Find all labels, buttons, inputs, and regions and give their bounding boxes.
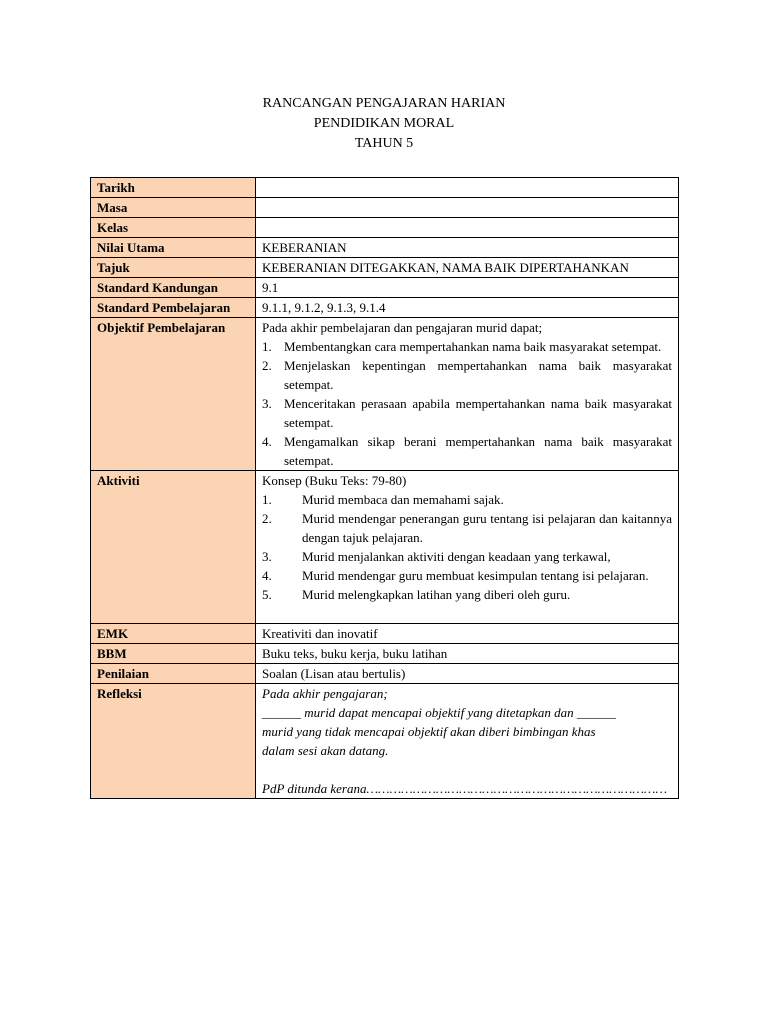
- value-emk: Kreativiti dan inovatif: [256, 624, 679, 644]
- label-refleksi: Refleksi: [91, 684, 256, 799]
- item-number: 2.: [262, 511, 272, 526]
- document-header: [0, 94, 768, 154]
- value-standard-pembelajaran: 9.1.1, 9.1.2, 9.1.3, 9.1.4: [256, 298, 679, 318]
- item-text: Murid mendengar guru membuat kesimpulan tentang isi pelajaran.: [302, 568, 649, 583]
- objektif-list: [262, 337, 672, 470]
- item-text: Menceritakan perasaan apabila mempertahankan nama baik masyarakat setempat.: [284, 396, 672, 430]
- label-tarikh: Tarikh: [91, 178, 256, 198]
- row-penilaian: [91, 664, 679, 684]
- label-kelas: Kelas: [91, 218, 256, 238]
- row-standard-pembelajaran: [91, 298, 679, 318]
- value-objektif: [256, 318, 679, 471]
- list-item: [262, 547, 672, 566]
- label-tajuk: Tajuk: [91, 258, 256, 278]
- value-nilai-utama: KEBERANIAN: [256, 238, 679, 258]
- value-penilaian: Soalan (Lisan atau bertulis): [256, 664, 679, 684]
- refleksi-line: PdP ditunda kerana……………………………………………………………………: [262, 781, 668, 796]
- document-subject: PENDIDIKAN MORAL: [313, 116, 455, 131]
- row-aktiviti: [91, 471, 679, 624]
- label-masa: Masa: [91, 198, 256, 218]
- item-text: Murid membaca dan memahami sajak.: [302, 492, 504, 507]
- value-kelas: [256, 218, 679, 238]
- row-objektif: [91, 318, 679, 471]
- row-emk: [91, 624, 679, 644]
- row-tajuk: [91, 258, 679, 278]
- lesson-plan-table: [90, 177, 679, 799]
- value-aktiviti: [256, 471, 679, 624]
- item-text: Mengamalkan sikap berani mempertahankan nama baik masyarakat setempat.: [284, 434, 672, 468]
- value-masa: [256, 198, 679, 218]
- item-number: 5.: [262, 587, 272, 602]
- list-item: [262, 490, 672, 509]
- label-aktiviti: Aktiviti: [91, 471, 256, 624]
- row-kelas: [91, 218, 679, 238]
- item-text: Menjelaskan kepentingan mempertahankan nama baik masyarakat setempat.: [284, 358, 672, 392]
- row-nilai-utama: [91, 238, 679, 258]
- value-bbm: Buku teks, buku kerja, buku latihan: [256, 644, 679, 664]
- row-standard-kandungan: [91, 278, 679, 298]
- item-number: 3.: [262, 396, 272, 411]
- document-year: TAHUN 5: [354, 136, 414, 151]
- item-text: Membentangkan cara mempertahankan nama baik masyarakat setempat.: [284, 339, 662, 354]
- item-text: Murid menjalankan aktiviti dengan keadaan yang terkawal,: [302, 549, 611, 564]
- refleksi-line: Pada akhir pengajaran;: [262, 686, 388, 701]
- refleksi-line: ______ murid dapat mencapai objektif yang ditetapkan dan ______: [262, 705, 616, 720]
- label-standard-pembelajaran: Standard Pembelajaran: [91, 298, 256, 318]
- value-standard-kandungan: 9.1: [256, 278, 679, 298]
- item-number: 4.: [262, 434, 272, 449]
- row-refleksi: [91, 684, 679, 799]
- refleksi-line: murid yang tidak mencapai objektif akan diberi bimbingan khas: [262, 724, 596, 739]
- row-masa: [91, 198, 679, 218]
- item-text: Murid melengkapkan latihan yang diberi oleh guru.: [302, 587, 571, 602]
- item-number: 4.: [262, 568, 272, 583]
- list-item: [262, 432, 672, 470]
- value-tarikh: [256, 178, 679, 198]
- item-number: 2.: [262, 358, 272, 373]
- item-number: 1.: [262, 492, 272, 507]
- refleksi-line: dalam sesi akan datang.: [262, 743, 389, 758]
- refleksi-spacer: [262, 760, 672, 779]
- label-nilai-utama: Nilai Utama: [91, 238, 256, 258]
- row-bbm: [91, 644, 679, 664]
- label-emk: EMK: [91, 624, 256, 644]
- label-bbm: BBM: [91, 644, 256, 664]
- value-tajuk: KEBERANIAN DITEGAKKAN, NAMA BAIK DIPERTAHANKAN: [256, 258, 679, 278]
- aktiviti-spacer: [262, 604, 672, 623]
- aktiviti-intro: Konsep (Buku Teks: 79-80): [262, 473, 407, 488]
- item-number: 1.: [262, 339, 272, 354]
- list-item: [262, 509, 672, 547]
- list-item: [262, 585, 672, 604]
- value-refleksi: [256, 684, 679, 799]
- label-standard-kandungan: Standard Kandungan: [91, 278, 256, 298]
- list-item: [262, 337, 672, 356]
- objektif-intro: Pada akhir pembelajaran dan pengajaran murid dapat;: [262, 320, 543, 335]
- list-item: [262, 356, 672, 394]
- row-tarikh: [91, 178, 679, 198]
- item-text: Murid mendengar penerangan guru tentang isi pelajaran dan kaitannya dengan tajuk pelajaran.: [302, 511, 672, 545]
- list-item: [262, 566, 672, 585]
- label-penilaian: Penilaian: [91, 664, 256, 684]
- aktiviti-list: [262, 490, 672, 604]
- document-title: RANCANGAN PENGAJARAN HARIAN: [262, 96, 506, 111]
- label-objektif: Objektif Pembelajaran: [91, 318, 256, 471]
- list-item: [262, 394, 672, 432]
- item-number: 3.: [262, 549, 272, 564]
